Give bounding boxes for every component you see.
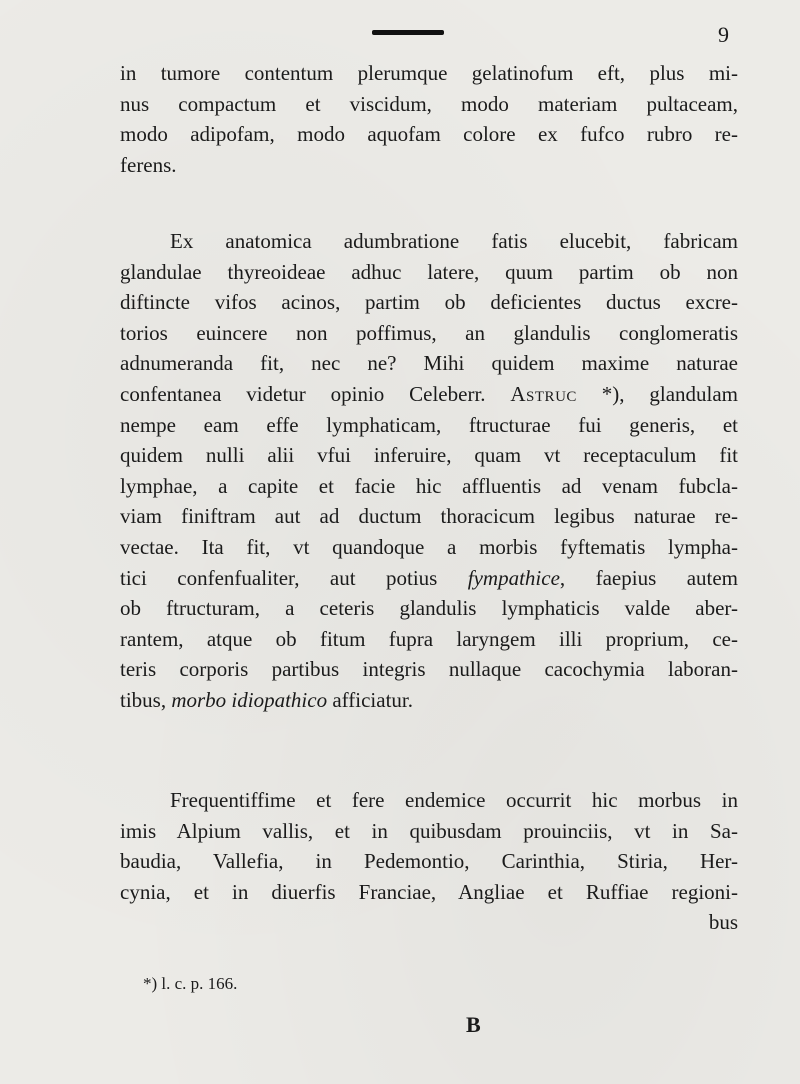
paragraph-3 [120, 785, 738, 938]
text-line: nus compactum et viscidum, modo materiam pultaceam, [120, 91, 738, 116]
text-line: Ex anatomica adumbratione fatis elucebit, fabricam [170, 229, 738, 253]
text-line: torios euincere non poffimus, an glandulis conglomeratis [120, 320, 738, 345]
text-segment: tibus, [120, 687, 172, 712]
text-line: Frequentiffime et fere endemice occurrit hic morbus in [170, 788, 738, 812]
text-segment: afficiatur. [327, 687, 414, 712]
text-line: cynia, et in diuerfis Franciae, Angliae et Ruffiae regioni- [120, 879, 738, 904]
text-line: glandulae thyreoideae adhuc latere, quum partim ob non [120, 259, 738, 284]
footnote: *) l. c. p. 166. [143, 974, 238, 993]
text-line: nempe eam effe lymphaticam, ftructurae fui generis, et [120, 412, 738, 437]
text-line: lymphae, a capite et facie hic affluentis ad venam fubcla- [120, 473, 738, 498]
text-line [120, 685, 738, 716]
text-line: ob ftructuram, a ceteris glandulis lymphaticis valde aber- [120, 596, 738, 621]
text-line [120, 563, 738, 594]
text-line: ferens. [120, 152, 177, 177]
text-line: rantem, atque ob fitum fupra laryngem illi proprium, ce- [120, 626, 738, 651]
author-name: Astruc [510, 381, 577, 406]
page-number: 9 [718, 22, 729, 47]
italic-term: fympathice [467, 565, 560, 590]
catchword: bus [708, 910, 738, 935]
text-line: baudia, Vallefia, in Pedemontio, Carinthia, Stiria, Her- [120, 849, 738, 874]
text-line: in tumore contentum plerumque gelatinofum eft, plus mi- [120, 61, 738, 85]
text-line: teris corporis partibus integris nullaque cacochymia laboran- [120, 657, 738, 682]
paragraph-1 [120, 58, 738, 180]
text-line: vectae. Ita fit, vt quandoque a morbis fyftematis lympha- [120, 534, 738, 559]
text-line: viam finiftram aut ad ductum thoracicum legibus naturae re- [120, 504, 738, 529]
text-line: modo adipofam, modo aquofam colore ex fufco rubro re- [120, 122, 738, 147]
text-line [120, 379, 738, 410]
text-segment: tici confenfualiter, aut potius [120, 565, 468, 590]
italic-term: morbo idiopathico [171, 687, 328, 712]
text-segment: , faepius autem [559, 565, 739, 590]
paragraph-2 [120, 226, 738, 716]
text-line: adnumeranda fit, nec ne? Mihi quidem maxime naturae [120, 351, 738, 376]
header-rule [372, 30, 444, 35]
text-line: quidem nulli alii vfui inferuire, quam vt receptaculum fit [120, 443, 738, 468]
text-segment: *), glandulam [576, 381, 739, 406]
text-segment: confentanea videtur opinio Celeberr. [120, 381, 511, 406]
signature-mark: B [466, 1012, 481, 1037]
text-line: imis Alpium vallis, et in quibusdam prouinciis, vt in Sa- [120, 818, 738, 843]
text-line: diftincte vifos acinos, partim ob deficientes ductus excre- [120, 290, 738, 315]
